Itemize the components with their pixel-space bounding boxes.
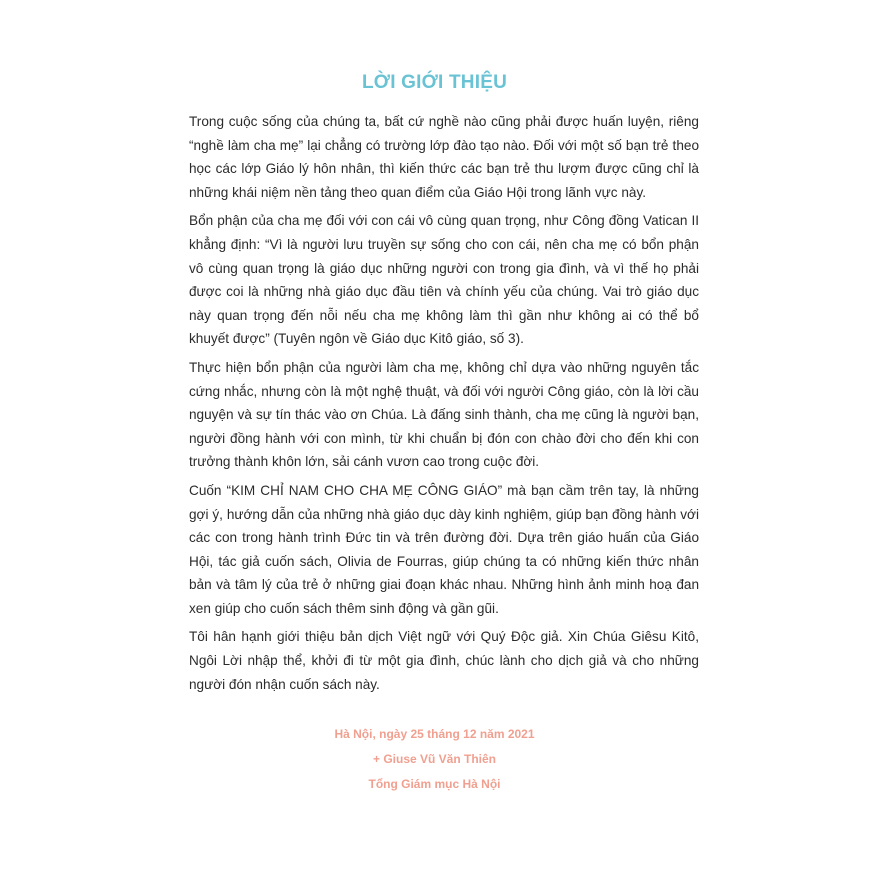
paragraph: Bổn phận của cha mẹ đối với con cái vô cùng quan trọng, như Công đồng Vatican II khẳng định: “Vì là người lưu truyền sự sống cho con cái, nên cha mẹ có bổn phận vô cùng quan trọng là giáo dục những người con trong gia đình, và vì thế họ phải được coi là những nhà giáo dục đầu tiên và chính yếu của chúng. Vai trò giáo dục này quan trọng đến nỗi nếu cha mẹ không làm thì gần như không ai có thể bổ khuyết được” (Tuyên ngôn về Giáo dục Kitô giáo, số 3).: [189, 213, 699, 347]
introduction-body: [189, 110, 699, 701]
signature-role: Tổng Giám mục Hà Nội: [368, 777, 501, 791]
paragraph: Thực hiện bổn phận của người làm cha mẹ, không chỉ dựa vào những nguyên tắc cứng nhắc, nhưng còn là một nghệ thuật, và đối với người Công giáo, còn là lời cầu nguyện và sự tín thác vào ơn Chúa. Là đấng sinh thành, cha mẹ cũng là người bạn, người đồng hành với con mình, từ khi chuẩn bị đón con chào đời cho đến khi con trưởng thành khôn lớn, sải cánh vươn cao trong cuộc đời.: [189, 359, 699, 470]
signature-block: [0, 722, 869, 797]
signature-name: + Giuse Vũ Văn Thiên: [372, 752, 497, 766]
paragraph: Cuốn “KIM CHỈ NAM CHO CHA MẸ CÔNG GIÁO” mà bạn cầm trên tay, là những gợi ý, hướng dẫn của những nhà giáo dục dày kinh nghiệm, giúp bạn đồng hành với các con trong hành trình Đức tin và trên đường đời. Dựa trên giáo huấn của Giáo Hội, tác giả cuốn sách, Olivia de Fourras, giúp chúng ta có những kiến thức nhân bản và tâm lý của trẻ ở những giai đoạn khác nhau. Những hình ảnh minh hoạ đan xen giúp cho cuốn sách thêm sinh động và gần gũi.: [189, 482, 699, 616]
paragraph: Trong cuộc sống của chúng ta, bất cứ nghề nào cũng phải được huấn luyện, riêng “nghề làm cha mẹ” lại chẳng có trường lớp đào tạo nào. Đối với một số bạn trẻ theo học các lớp Giáo lý hôn nhân, thì kiến thức các bạn trẻ thu lượm được cũng chỉ là những khái niệm nền tảng theo quan điểm của Giáo Hội trong lãnh vực này.: [189, 114, 699, 200]
signature-place-date: Hà Nội, ngày 25 tháng 12 năm 2021: [334, 727, 535, 741]
page-title: LỜI GIỚI THIỆU: [362, 72, 507, 93]
paragraph: Tôi hân hạnh giới thiệu bản dịch Việt ngữ với Quý Độc giả. Xin Chúa Giêsu Kitô, Ngôi Lời nhập thể, khởi đi từ một gia đình, chúc lành cho dịch giả và cho những người đón nhận cuốn sách này.: [189, 629, 699, 692]
